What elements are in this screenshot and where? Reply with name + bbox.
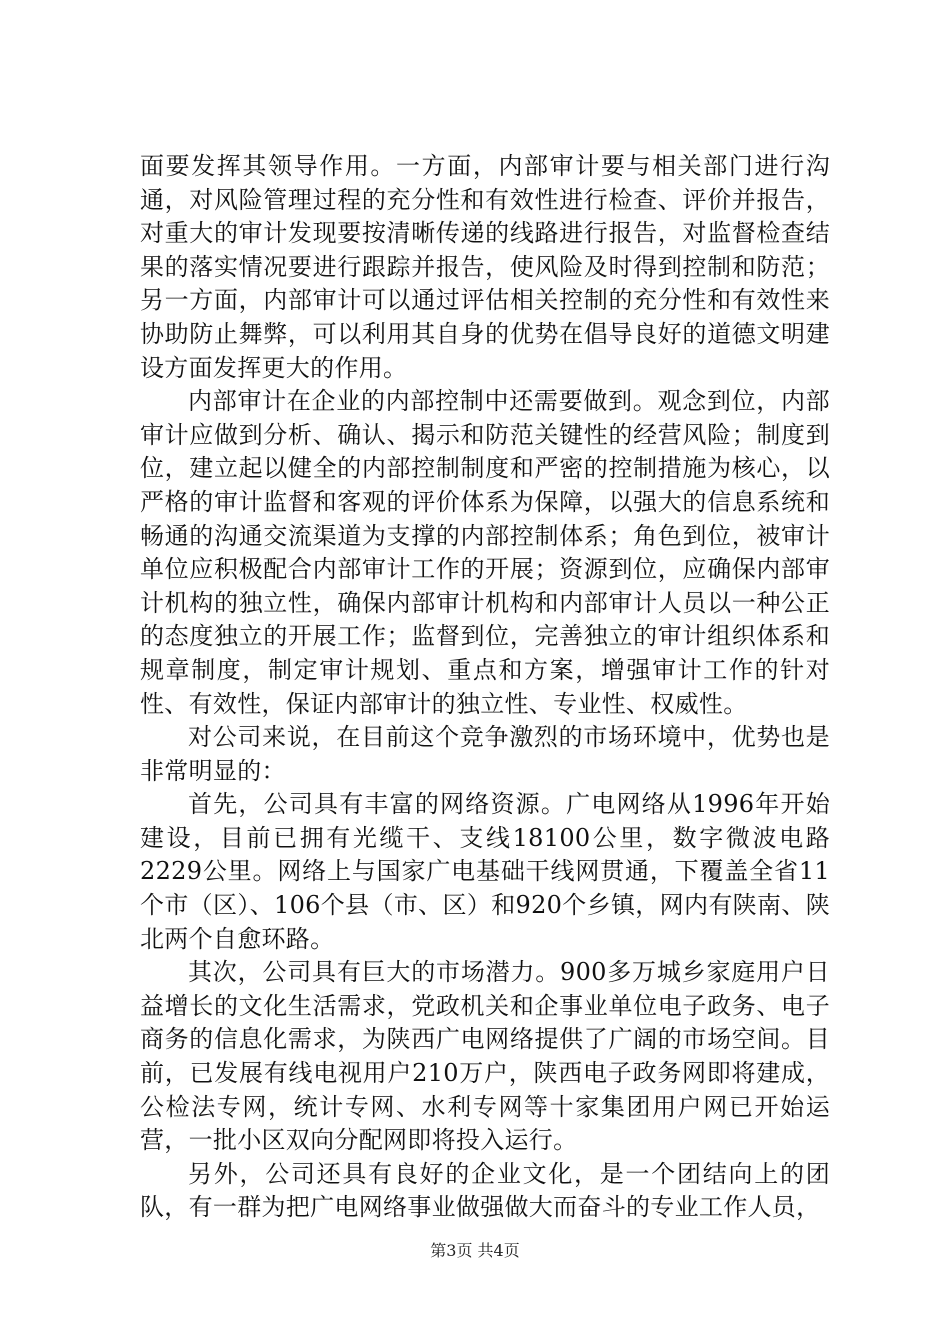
paragraph-4: 首先，公司具有丰富的网络资源。广电网络从1996年开始建设，目前已拥有光缆干、支线18100公里，数字微波电路2229公里。网络上与国家广电基础干线网贯通，下覆盖全省11个市（区）、106个县（市、区）和920个乡镇，网内有陕南、陕北两个自愈环路。	[140, 790, 830, 953]
paragraph-2: 内部审计在企业的内部控制中还需要做到。观念到位，内部审计应做到分析、确认、揭示和防范关键性的经营风险；制度到位，建立起以健全的内部控制制度和严密的控制措施为核心，以严格的审计监督和客观的评价体系为保障，以强大的信息系统和畅通的沟通交流渠道为支撑的内部控制体系；角色到位，被审计单位应积极配合内部审计工作的开展；资源到位，应确保内部审计机构的独立性，确保内部审计机构和内部审计人员以一种公正的态度独立的开展工作；监督到位，完善独立的审计组织体系和规章制度，制定审计规划、重点和方案，增强审计工作的针对性、有效性，保证内部审计的独立性、专业性、权威性。	[140, 387, 830, 718]
paragraph-6: 另外，公司还具有良好的企业文化，是一个团结向上的团队，有一群为把广电网络事业做强做大而奋斗的专业工作人员，	[140, 1159, 830, 1222]
paragraph-3: 对公司来说，在目前这个竞争激烈的市场环境中，优势也是非常明显的：	[140, 723, 830, 785]
paragraph-5: 其次，公司具有巨大的市场潜力。900多万城乡家庭用户日益增长的文化生活需求，党政机关和企事业单位电子政务、电子商务的信息化需求，为陕西广电网络提供了广阔的市场空间。目前，已发展有线电视用户210万户，陕西电子政务网即将建成，公检法专网，统计专网、水利专网等十家集团用户网已开始运营，一批小区双向分配网即将投入运行。	[140, 958, 830, 1155]
paragraph-1: 面要发挥其领导作用。一方面，内部审计要与相关部门进行沟通，对风险管理过程的充分性和有效性进行检查、评价并报告，对重大的审计发现要按清晰传递的线路进行报告，对监督检查结果的落实情况要进行跟踪并报告，使风险及时得到控制和防范；另一方面，内部审计可以通过评估相关控制的充分性和有效性来协助防止舞弊，可以利用其自身的优势在倡导良好的道德文明建设方面发挥更大的作用。	[140, 152, 830, 382]
page-footer: 第3页 共4页	[430, 1241, 520, 1260]
document-body	[140, 150, 830, 1225]
